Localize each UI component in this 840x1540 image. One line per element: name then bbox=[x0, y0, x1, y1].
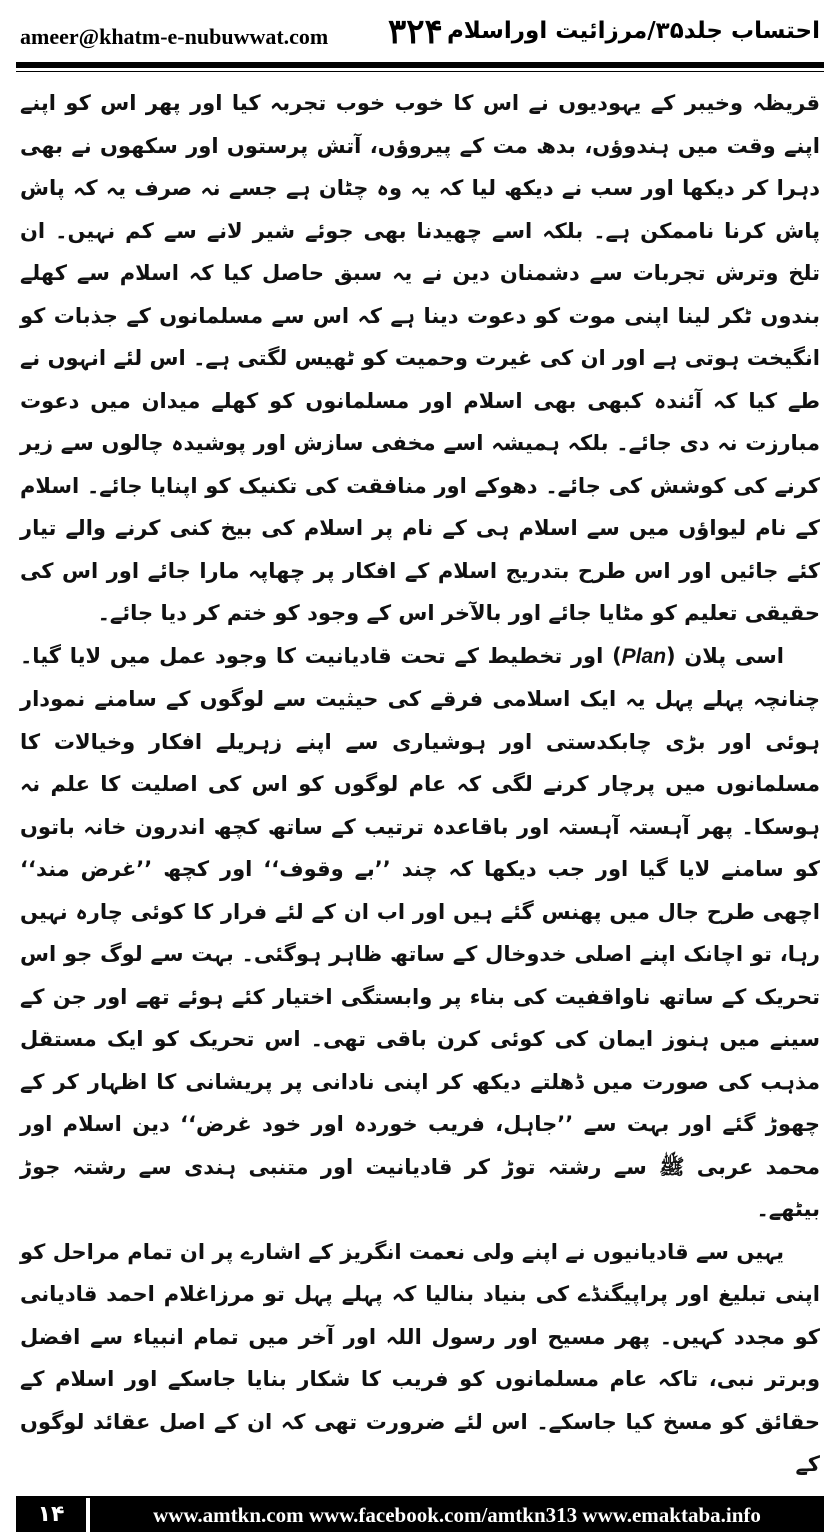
paragraph-2-rest: ) اور تخطیط کے تحت قادیانیت کا وجود عمل میں لایا گیا۔ چنانچہ پہلے پہل یہ ایک اسلامی فرقے کی حیثیت سے لوگوں کے سامنے نمودار ہوئی اور بڑی چابکدستی اور ہوشیاری سے اپنے زہریلے افکار وخیالات کا مسلمانوں میں پرچار کرنے لگی کہ عام لوگوں کو اس کی اصلیت کا علم نہ ہوسکا۔ پھر آہستہ آہستہ اور باقاعدہ ترتیب کے ساتھ کچھ اندرون خانہ باتوں کو سامنے لایا گیا اور جب دیکھا کہ چند ’’بے وقوف‘‘ اور کچھ ’’غرض مند‘‘ اچھی طرح جال میں پھنس گئے ہیں اور اب ان کے لئے فرار کا کوئی چارہ نہیں رہا، تو اچانک اپنے اصلی خدوخال کے ساتھ ظاہر ہوگئی۔ بہت سے لوگ جو اس تحریک کے ساتھ ناواقفیت کی بناء پر وابستگی اختیار کئے ہوئے تھے اور جن کے سینے میں ہنوز ایمان کی کوئی کرن باقی تھی۔ اس تحریک کو ایک مستقل مذہب کی صورت میں ڈھلتے دیکھ کر اپنی نادانی پر پریشانی کا اظہار کر کے چھوڑ گئے اور بہت سے ’’جاہل، فریب خوردہ اور خود غرض‘‘ دین اسلام اور محمد عربی ﷺ سے رشتہ توڑ کر قادیانیت اور متنبی ہندی سے رشتہ جوڑ بیٹھے۔ bbox=[20, 643, 820, 1221]
paragraph-3: یہیں سے قادیانیوں نے اپنے ولی نعمت انگریز کے اشارے پر ان تمام مراحل کو اپنی تبلیغ اور پراپیگنڈے کی بنیاد بنالیا کہ پہلے پہل تو مرزاغلام احمد قادیانی کو مجدد کہیں۔ پھر مسیح اور رسول اللہ اور آخر میں تمام انبیاء سے افضل وبرتر نبی، تاکہ عام مسلمانوں کو فریب کا شکار بنایا جاسکے اور اسلام کے حقائق کو مسخ کیا جاسکے۔ اس لئے ضرورت تھی کہ ان کے اصل عقائد لوگوں کے bbox=[20, 1239, 820, 1476]
paragraph-2-start: اسی پلان ( bbox=[666, 643, 784, 668]
latin-word-plan: Plan bbox=[621, 644, 667, 668]
footer-page-marker: ۱۴ bbox=[16, 1498, 86, 1532]
header-title: احتساب جلد۳۵/مرزائیت اوراسلام bbox=[446, 18, 820, 44]
header-email: ameer@khatm-e-nubuwwat.com bbox=[20, 24, 329, 49]
page-footer bbox=[16, 1496, 824, 1532]
header-page-number: ۳۲۴ bbox=[388, 12, 443, 52]
paragraph-2 bbox=[20, 635, 820, 1231]
paragraph-1: قریظہ وخیبر کے یہودیوں نے اس کا خوب خوب تجربہ کیا اور پھر اس کو اپنے اپنے وقت میں ہندوؤں، بدھ مت کے پیروؤں، آتش پرستوں اور سکھوں نے بھی دہرا کر دیکھا اور سب نے دیکھ لیا کہ یہ وہ چٹان ہے جسے نہ صرف یہ کہ پاش پاش کرنا ناممکن ہے۔ بلکہ اسے چھیدنا بھی جوئے شیر لانے سے کم نہیں۔ ان تلخ وترش تجربات سے دشمنان دین نے یہ سبق حاصل کیا کہ اسلام سے کھلے بندوں ٹکر لینا اپنی موت کو دعوت دینا ہے کہ اس سے مسلمانوں کے جذبات کو انگیخت ہوتی ہے اور ان کی غیرت وحمیت کو ٹھیس لگتی ہے۔ اس لئے انہوں نے طے کیا کہ آئندہ کبھی بھی اسلام اور مسلمانوں کو کھلے میدان میں دعوت مبارزت نہ دی جائے۔ بلکہ ہمیشہ اسے مخفی سازش اور پوشیدہ چالوں سے زیر کرنے کی کوشش کی جائے۔ دھوکے اور منافقت کی تکنیک کو اپنایا جائے۔ اسلام کے نام لیواؤں میں سے اسلام ہی کے نام پر اسلام کی بیخ کنی کرنے والے تیار کئے جائیں اور اس طرح بتدریج اسلام کے افکار پر چھاپہ مارا جائے اور اس کی حقیقی تعلیم کو مٹایا جائے اور بالآخر اس کے وجود کو ختم کر دیا جائے۔ bbox=[20, 91, 820, 625]
footer-links: www.amtkn.com www.facebook.com/amtkn313 www.emaktaba.info bbox=[90, 1498, 824, 1532]
header-divider bbox=[16, 62, 824, 72]
main-text bbox=[20, 82, 820, 1476]
page-header bbox=[16, 10, 824, 58]
